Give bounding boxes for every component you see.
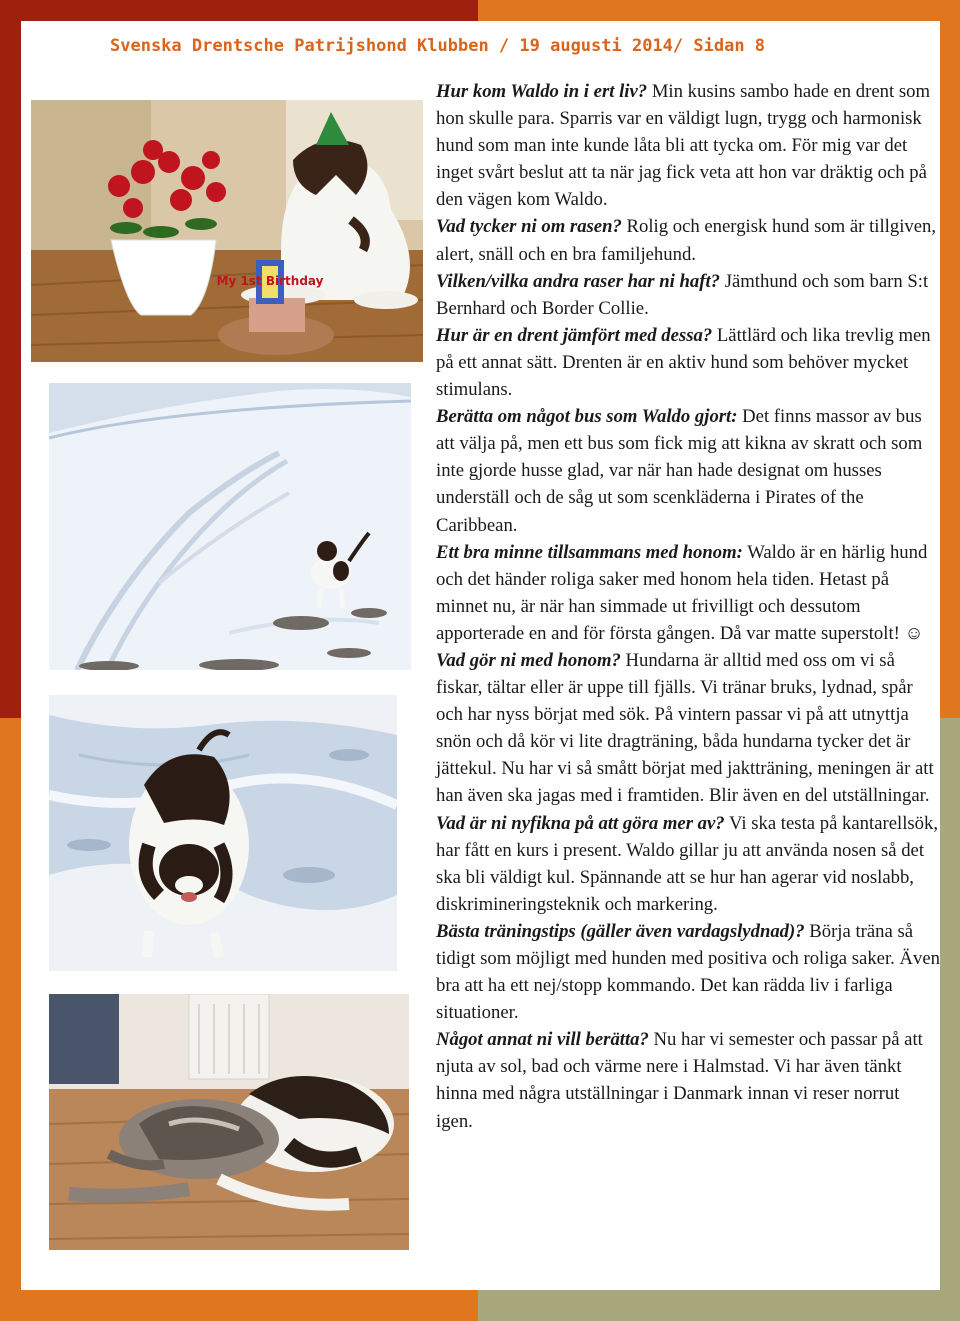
answer: Det finns massor av bus att välja på, men ett bus som fick mig att kikna av skratt och som inte gjorde husse glad, var när han hade designat om husses underställ och de såg ut som scenkläderna i Pirates of the Caribbean. <box>436 406 923 536</box>
answer: Waldo är en härlig hund och det händer roliga saker med honom hela tiden. Hetast på minnet nu, är när han simmade ut frivilligt och dessutom apporterade en and för första gången. Då var matte superstolt! ☺ <box>436 541 928 644</box>
interview-article <box>436 78 940 1135</box>
question: Berätta om något bus som Waldo gjort: <box>436 406 738 428</box>
answer: Lättlärd och lika trevlig men på ett annat sätt. Drenten är en aktiv hund som behöver mycket stimulans. <box>436 324 931 401</box>
question: Hur kom Waldo in i ert liv? <box>436 81 648 102</box>
qa-paragraph <box>436 539 940 647</box>
qa-paragraph <box>436 403 940 538</box>
qa-paragraph <box>436 1026 940 1134</box>
question: Vad gör ni med honom? <box>436 649 621 671</box>
qa-paragraph <box>436 810 940 918</box>
cake-topper-text: My 1st Birthday <box>216 274 324 288</box>
photo-snow-running-dog <box>49 695 397 971</box>
photo-snow-mountain-dog <box>49 383 411 670</box>
qa-paragraph <box>436 647 940 810</box>
qa-paragraph <box>436 213 940 267</box>
question: Vad tycker ni om rasen? <box>436 216 622 238</box>
question: Bästa träningstips (gäller även vardagslydnad)? <box>436 920 805 942</box>
question: Vilken/vilka andra raser har ni haft? <box>436 270 721 292</box>
answer: Vi ska testa på kantarellsök, har fått en kurs i present. Waldo gillar ju att använda nosen så det ska bli väldigt kul. Spännande att se hur han agerar vid noslabb, diskrimineringsteknik och markering. <box>436 812 939 915</box>
question: Ett bra minne tillsammans med honom: <box>436 541 743 563</box>
qa-paragraph <box>436 268 940 322</box>
answer: Hundarna är alltid med oss om vi så fiskar, tältar eller är uppe till fjälls. Vi tränar bruks, lydnad, spår och har nyss börjat med sök. På vintern passar vi på att utnyttja snön och då kör vi lite dragträning, båda hundarna tycker det är jättekul. Nu har vi så smått börjat med jaktträning, meningen är att han även ska jagas med i framtiden. Blir även en del utställningar. <box>436 649 934 807</box>
answer: Nu har vi semester och passar på att njuta av sol, bad och värme nere i Halmstad. Vi har även tänkt hinna med några utställningar i Danmark innan vi reser norrut igen. <box>436 1029 923 1132</box>
question: Hur är en drent jämfört med dessa? <box>436 324 713 346</box>
photo-birthday-dog <box>31 100 423 362</box>
newsletter-header: Svenska Drentsche Patrijshond Klubben / 19 augusti 2014/ Sidan 8 <box>110 36 766 56</box>
answer: Börja träna så tidigt som möjligt med hunden med positiva och roliga saker. Även bra att ha ett nej/stopp kommando. Det kan rädda liv i farliga situationer. <box>436 920 940 1024</box>
question: Något annat ni vill berätta? <box>436 1029 649 1051</box>
qa-paragraph <box>436 78 940 213</box>
photo-sleeping-dogs <box>49 994 409 1250</box>
qa-paragraph <box>436 322 940 403</box>
qa-paragraph <box>436 918 940 1026</box>
answer: Rolig och energisk hund som är tillgiven, alert, snäll och en bra familjehund. <box>436 216 937 265</box>
answer: Min kusins sambo hade en drent som hon skulle para. Sparris var en väldigt lugn, trygg och harmonisk hund som man inte kunde låta bli att tycka om. För mig var det inget svårt beslut att ta när jag fick veta att hon var dräktig och på den vägen kom Waldo. <box>436 81 931 211</box>
answer: Jämthund och som barn S:t Bernhard och Border Collie. <box>436 270 929 319</box>
question: Vad är ni nyfikna på att göra mer av? <box>436 812 725 834</box>
